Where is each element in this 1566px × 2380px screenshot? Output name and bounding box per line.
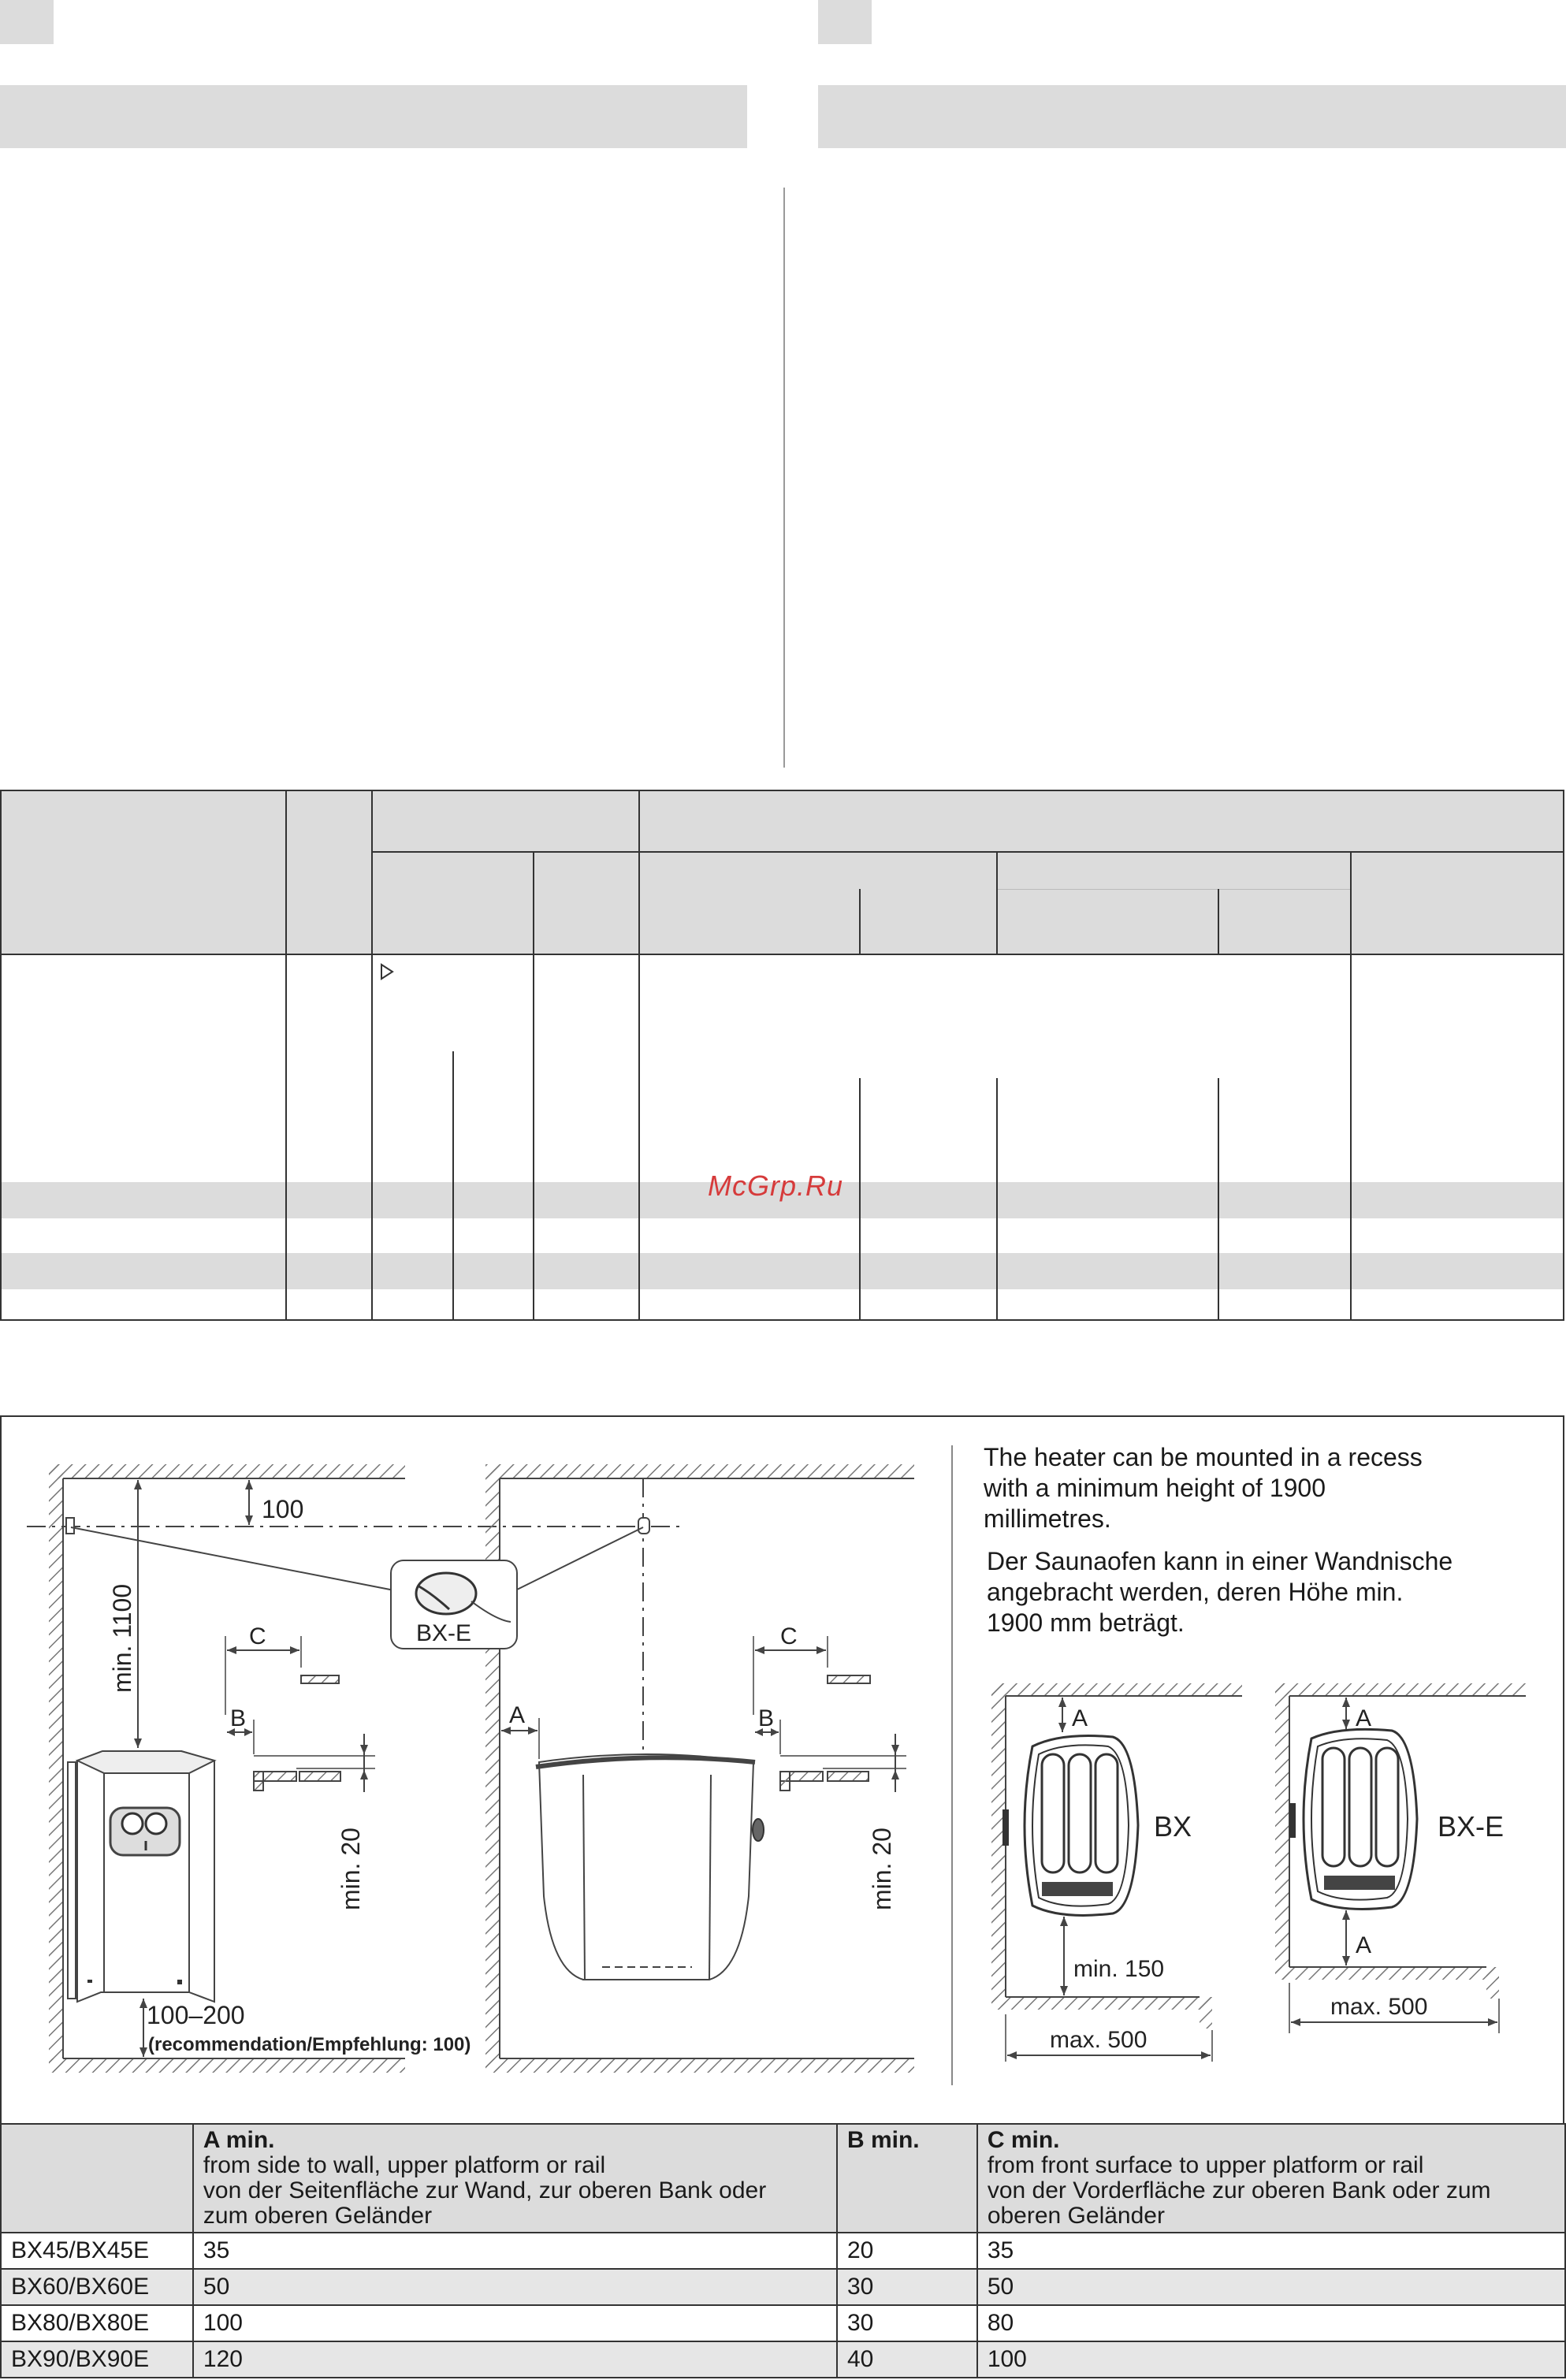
model-cell: BX90/BX90E [1, 2341, 193, 2378]
table-row [1, 2341, 1565, 2378]
section-header-bar-right [818, 85, 1566, 148]
b-min-cell: 30 [837, 2305, 977, 2341]
column-divider [783, 188, 785, 768]
dim-max500-label-bx: max. 500 [1050, 2027, 1148, 2053]
table-header-area [2, 791, 1563, 954]
table-row [1, 2233, 1565, 2269]
bxe-callout-label: BX-E [416, 1620, 472, 1646]
table-rule [859, 889, 861, 954]
table-rule [996, 1078, 998, 1321]
b-min-cell: 30 [837, 2269, 977, 2305]
dim-min20-label-right: min. 20 [868, 1828, 896, 1910]
c-min-cell: 100 [977, 2341, 1565, 2378]
dim-a-label-front: A [509, 1702, 526, 1728]
table-row [1, 2305, 1565, 2341]
table-rule [285, 791, 287, 1321]
b-min-cell: 40 [837, 2341, 977, 2378]
a-min-cell: 50 [193, 2269, 837, 2305]
table-rule [1218, 1078, 1219, 1321]
b-min-header: B min. [837, 2124, 977, 2233]
table-rule [859, 1078, 861, 1321]
recess-drawing-bx [991, 1683, 1242, 2062]
table-rule [452, 1051, 454, 1321]
a-min-cell: 100 [193, 2305, 837, 2341]
recess-note-german: Der Saunaofen kann in einer Wandnische angebracht werden, deren Höhe min. 1900 mm beträgt. [987, 1547, 1453, 1637]
a-min-header: A min. from side to wall, upper platform or rail von der Seitenfläche zur Wand, zur oberen Bank oder zum oberen Geländer [193, 2124, 837, 2233]
table-header-row [1, 2124, 1565, 2233]
table-rule [371, 791, 373, 1321]
table-rule [1350, 851, 1352, 1321]
model-label-bxe: BX-E [1438, 1810, 1505, 1843]
model-cell: BX45/BX45E [1, 2233, 193, 2269]
recommendation-label: (recommendation/Empfehlung: 100) [148, 2034, 471, 2055]
watermark-text: McGrp.Ru [708, 1170, 844, 1202]
table-rule [533, 851, 534, 1321]
table-stripe [2, 1253, 1563, 1289]
table-row [1, 2269, 1565, 2305]
table-rule [996, 851, 998, 954]
safety-clearance-table [0, 2123, 1566, 2378]
dim-c-label-left: C [249, 1623, 266, 1649]
a-min-cell: 35 [193, 2233, 837, 2269]
recess-a-top-label-bxe: A [1356, 1705, 1372, 1731]
c-min-cell: 35 [977, 2233, 1565, 2269]
dim-b-label-right: B [758, 1705, 775, 1731]
recess-drawing-bxe [1275, 1683, 1526, 2033]
table-rule [372, 851, 1564, 853]
model-cell: BX80/BX80E [1, 2305, 193, 2341]
dim-min20-label-left: min. 20 [337, 1828, 365, 1910]
model-label-bx: BX [1154, 1810, 1192, 1843]
dim-min150-label: min. 150 [1073, 1956, 1165, 1982]
model-column-header [1, 2124, 193, 2233]
table-rule [2, 954, 1563, 955]
c-min-cell: 80 [977, 2305, 1565, 2341]
recess-a-label-bx: A [1072, 1705, 1088, 1731]
dim-min1100-label: min. 1100 [108, 1583, 136, 1693]
c-min-cell: 50 [977, 2269, 1565, 2305]
dim-c-label-right: C [780, 1623, 798, 1649]
dim-b-label-left: B [230, 1705, 247, 1731]
bxe-control-callout [71, 1527, 643, 1649]
technical-data-table [0, 790, 1564, 1321]
section-number-box-left [0, 0, 54, 44]
a-min-cell: 120 [193, 2341, 837, 2378]
b-min-cell: 20 [837, 2233, 977, 2269]
recess-note-english: The heater can be mounted in a recess with a minimum height of 1900 millimetres. [984, 1443, 1423, 1533]
table-rule [997, 889, 1352, 890]
table-rule [1218, 889, 1219, 954]
table-rule [638, 791, 640, 1321]
c-min-header: C min. from front surface to upper platform or rail von der Vorderfläche zur oberen Bank oder zum oberen Geländer [977, 2124, 1565, 2233]
dim-max500-label-bxe: max. 500 [1330, 1994, 1428, 2020]
recess-a-bottom-label-bxe: A [1356, 1932, 1372, 1958]
section-header-bar-left [0, 85, 747, 148]
triangle-marker-icon [380, 963, 396, 982]
front-view-drawing [485, 1464, 914, 2073]
dim-100-200-label: 100–200 [147, 2001, 245, 2029]
model-cell: BX60/BX60E [1, 2269, 193, 2305]
dim-100-label: 100 [262, 1495, 304, 1523]
section-number-box-right [818, 0, 872, 44]
